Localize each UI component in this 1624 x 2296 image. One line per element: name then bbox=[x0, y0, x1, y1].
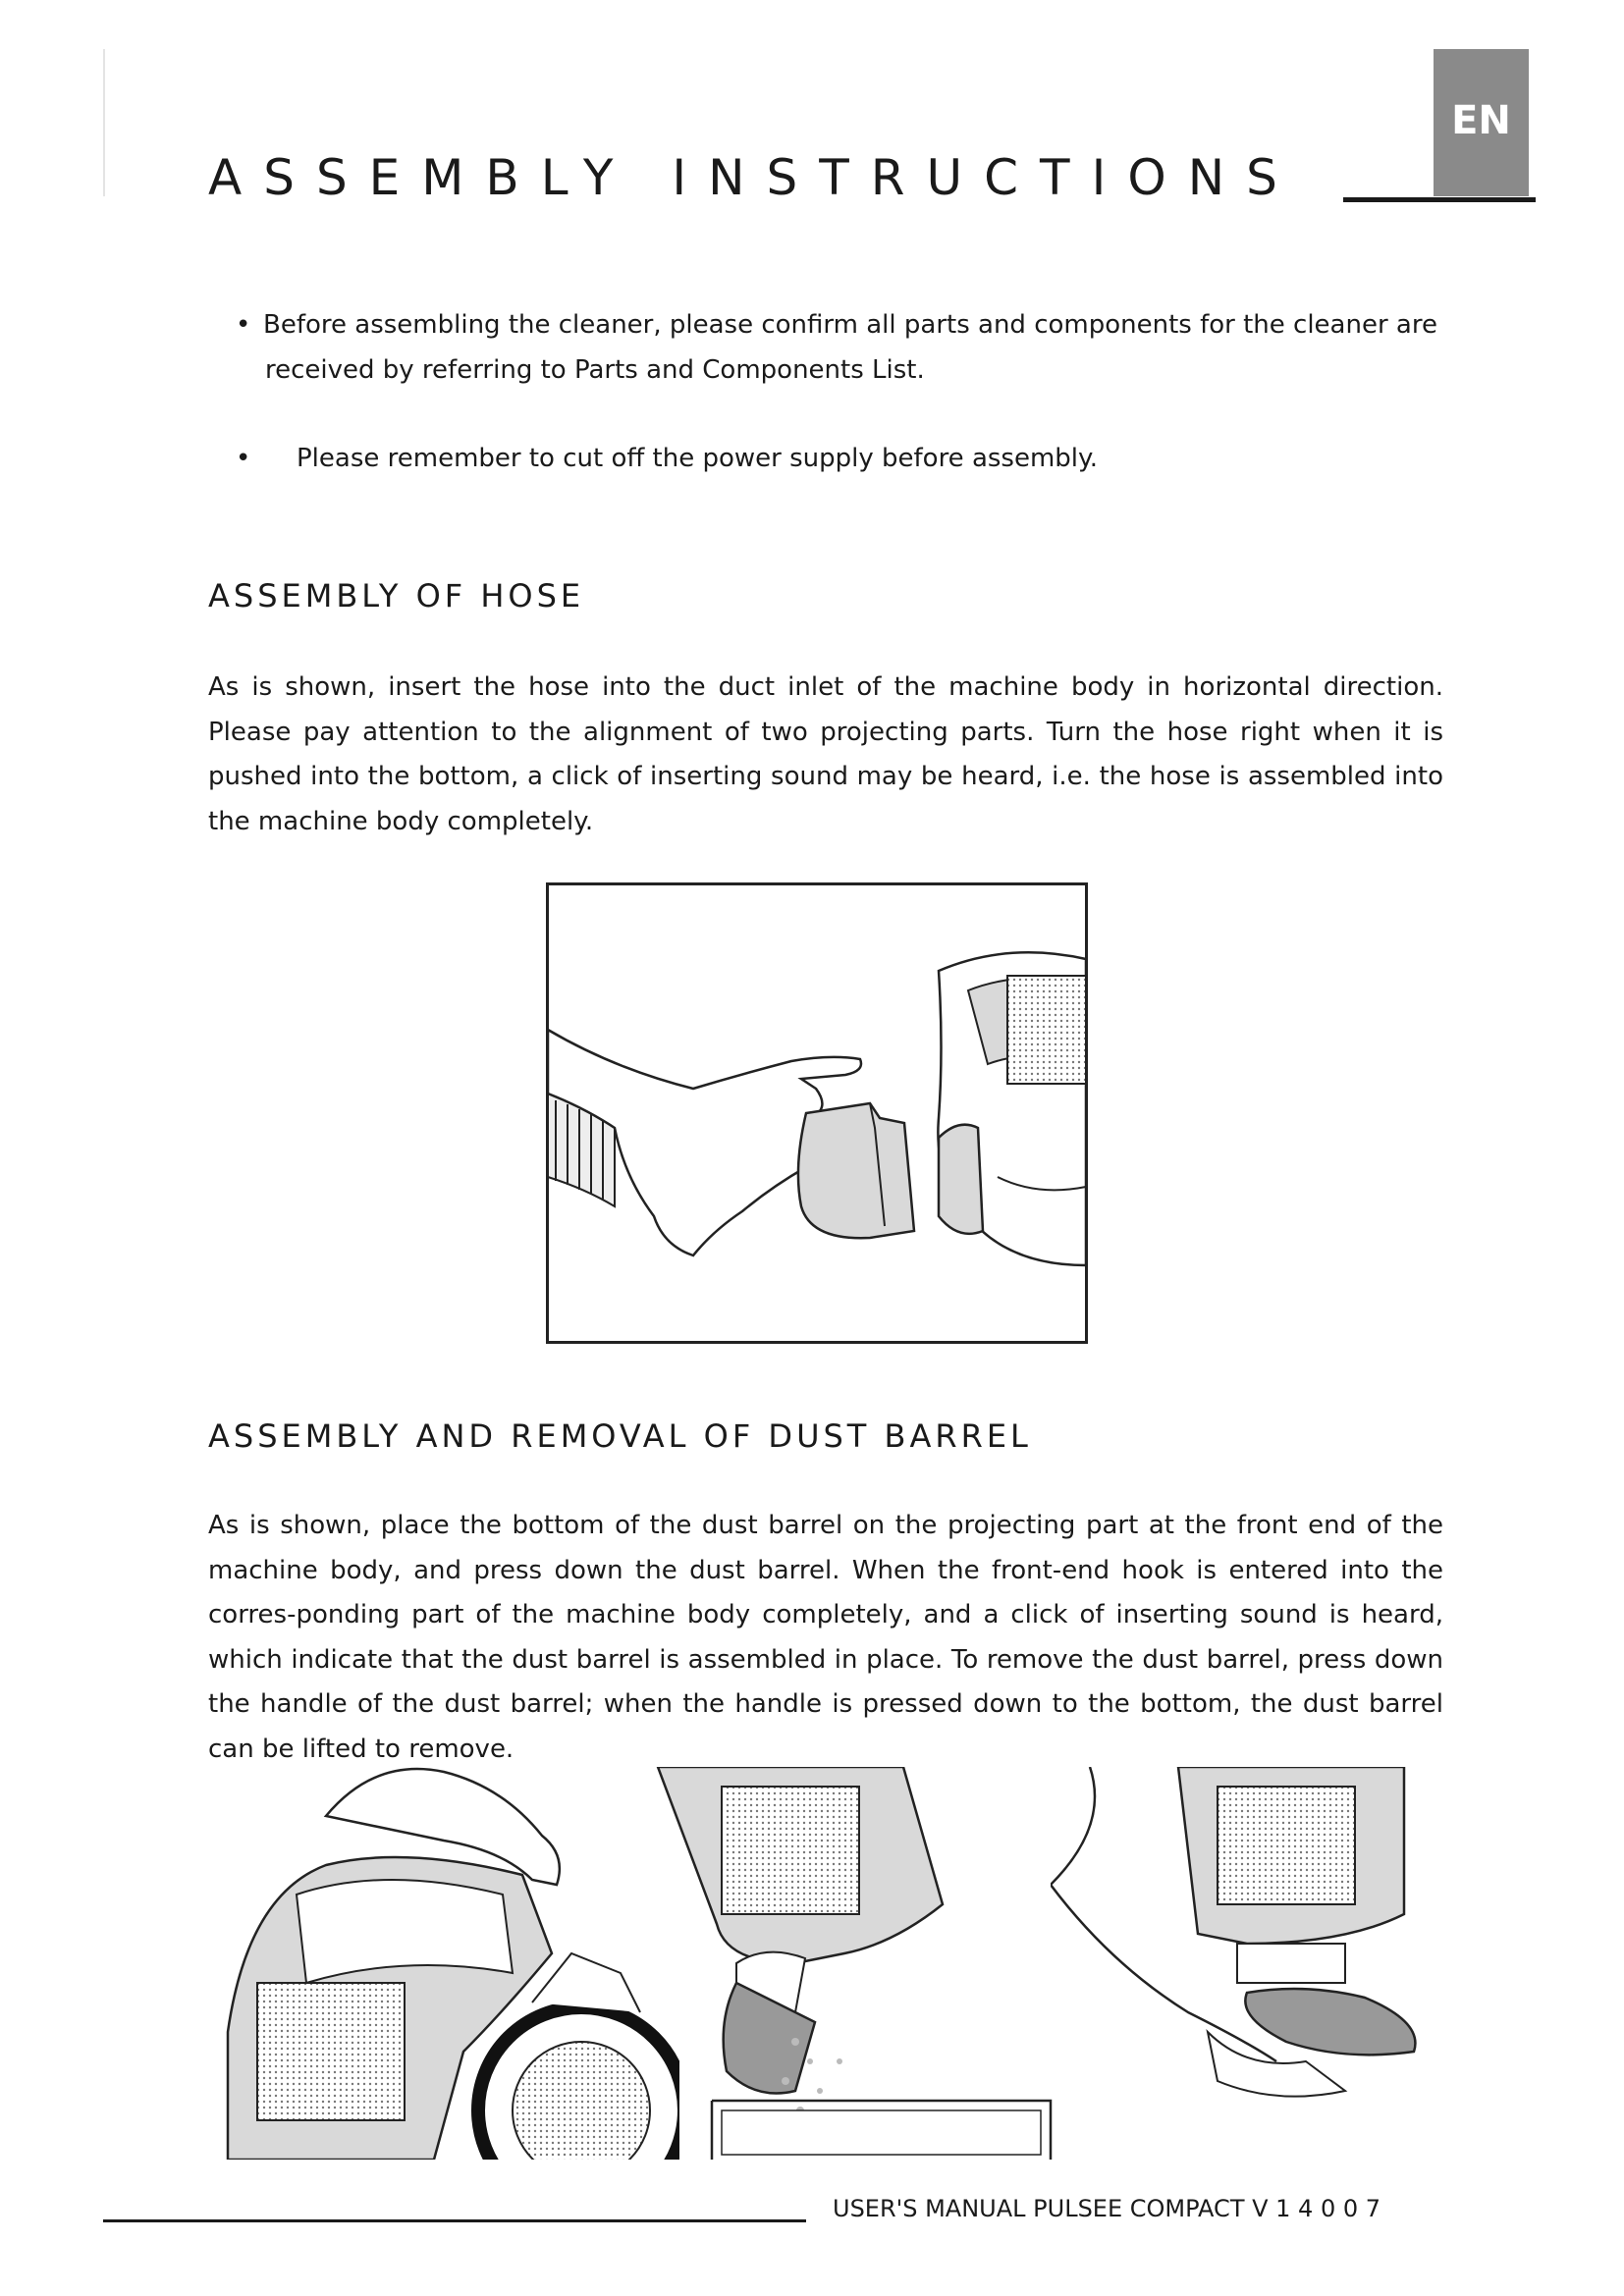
bullet-1-line-1: Before assembling the cleaner, please confirm all parts and components for the cleaner are bbox=[263, 310, 1437, 340]
heading-assembly-of-hose: ASSEMBLY OF HOSE bbox=[208, 577, 585, 614]
title-rule bbox=[1343, 197, 1536, 202]
paragraph-hose: As is shown, insert the hose into the duct inlet of the machine body in horizontal direction. Please pay attention to the alignment of two projecting parts. Turn the hose right when it is pushed into the bottom, a click of inserting sound may be heard, i.e. the hose is assembled into the machine body completely. bbox=[208, 672, 1443, 836]
page-title: ASSEMBLY INSTRUCTIONS bbox=[208, 149, 1299, 206]
page-edge-line bbox=[103, 49, 105, 196]
footer-rule bbox=[103, 2219, 806, 2222]
hose-assembly-illustration bbox=[546, 882, 1088, 1344]
barrel-empty-illustration bbox=[648, 1767, 1060, 2160]
footer-text: USER'S MANUAL PULSEE COMPACT V 1 4 0 0 7 bbox=[833, 2195, 1381, 2222]
bullet-2-line-1: Please remember to cut off the power supply before assembly. bbox=[297, 444, 1098, 473]
language-tab: EN bbox=[1434, 49, 1529, 196]
heading-assembly-removal-dust-barrel: ASSEMBLY AND REMOVAL OF DUST BARREL bbox=[208, 1417, 1032, 1455]
barrel-remove-illustration bbox=[1051, 1767, 1443, 2120]
paragraph-dust-barrel: As is shown, place the bottom of the dust barrel on the projecting part at the front end of the machine body, and press down the dust barrel. When the front-end hook is entered into the corres-ponding part of the machine body completely, and a click of inserting sound is heard, which indicate that the dust barrel is assembled in place. To remove the dust barrel, press down the handle of the dust barrel; when the handle is pressed down to the bottom, the dust barrel can be lifted to remove. bbox=[208, 1511, 1443, 1764]
bullet-1-line-2: received by referring to Parts and Components List. bbox=[265, 355, 925, 385]
barrel-press-illustration bbox=[208, 1757, 679, 2160]
